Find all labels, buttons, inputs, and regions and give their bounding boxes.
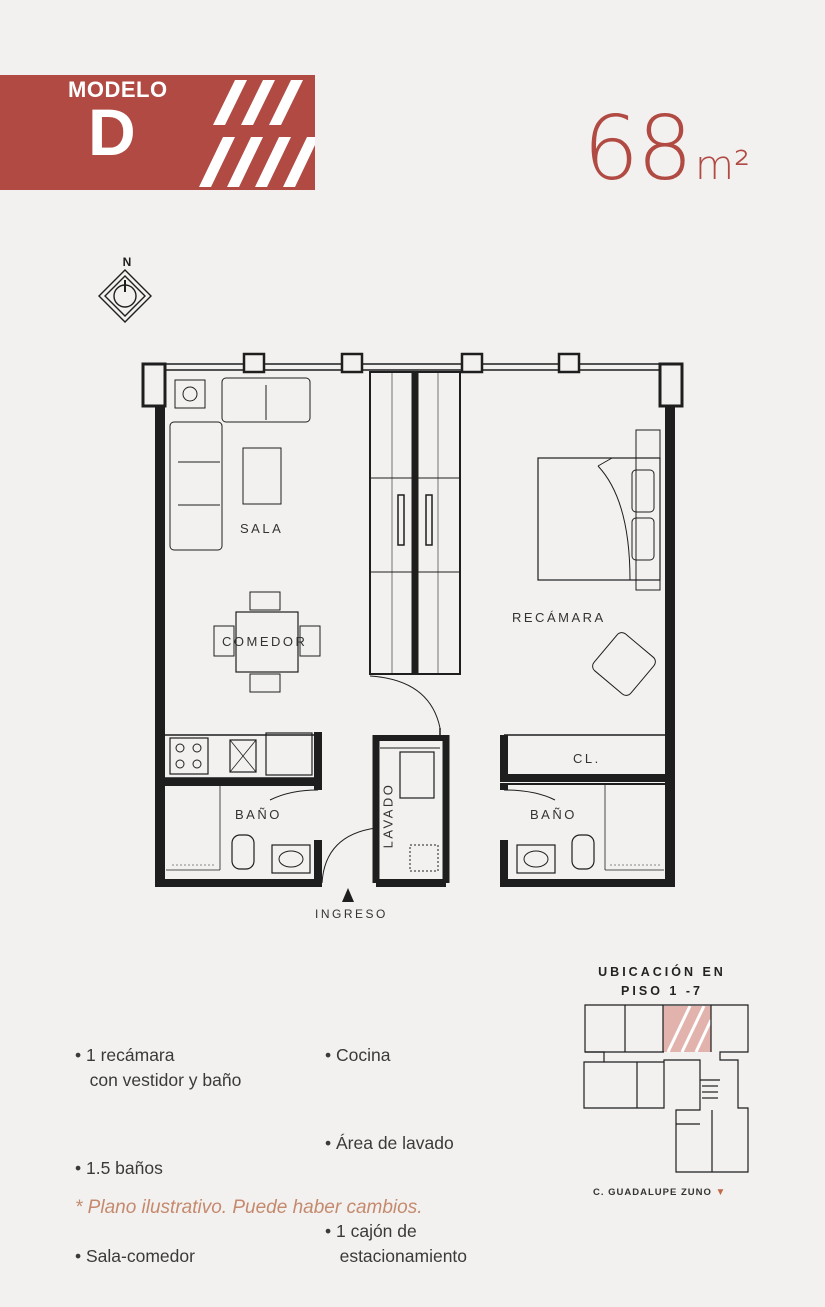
street-name: C. GUADALUPE ZUNO xyxy=(593,1187,712,1198)
feature-item: • 1 recámara con vestidor y baño xyxy=(75,1044,242,1091)
area-unit: m² xyxy=(695,143,750,189)
street-arrow-icon: ▼ xyxy=(715,1187,727,1198)
room-label-bano-right: BAÑO xyxy=(530,807,577,822)
street-label xyxy=(593,1187,726,1198)
entrance-label: INGRESO xyxy=(315,907,388,921)
room-label-bano-left: BAÑO xyxy=(235,807,282,822)
room-label-sala: SALA xyxy=(240,521,284,536)
entrance-arrow-icon xyxy=(342,888,354,902)
features-column-1 xyxy=(75,992,241,1307)
room-label-closet: CL. xyxy=(573,751,601,766)
disclaimer-note: * Plano ilustrativo. Puede haber cambios. xyxy=(75,1197,423,1218)
room-label-recamara: RECÁMARA xyxy=(512,610,606,625)
feature-item: • Sala-comedor xyxy=(75,1246,195,1267)
model-letter: D xyxy=(88,95,136,169)
location-map xyxy=(584,1005,748,1172)
compass-icon xyxy=(99,270,151,322)
model-label: MODELO xyxy=(68,77,168,102)
feature-item: • Área de lavado xyxy=(325,1132,454,1153)
room-label-lavado: LAVADO xyxy=(380,782,396,849)
area-value: 68 xyxy=(583,97,691,200)
compass-north-label: N xyxy=(122,255,132,269)
features-column-2 xyxy=(325,992,467,1307)
feature-item: • 1 cajón de estacionamiento xyxy=(325,1221,468,1267)
feature-item: • Cocina xyxy=(325,1044,391,1065)
room-label-comedor: COMEDOR xyxy=(222,634,308,649)
feature-item: • 1.5 baños xyxy=(75,1158,163,1179)
location-title: UBICACIÓN EN PISO 1 -7 xyxy=(598,965,726,998)
